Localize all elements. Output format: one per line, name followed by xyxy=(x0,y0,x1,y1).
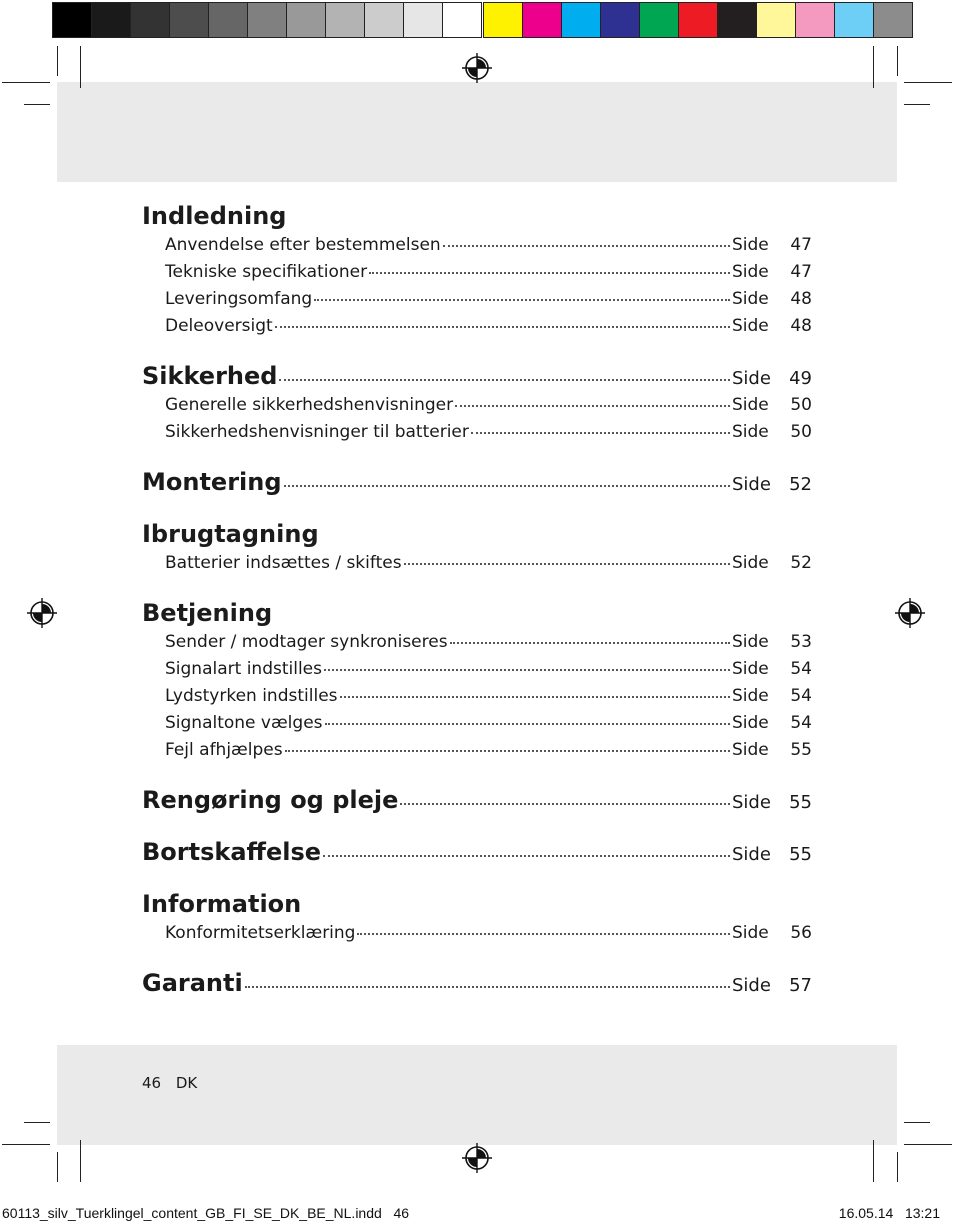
entry-label: Tekniske specifikationer xyxy=(165,262,368,282)
color-swatch xyxy=(873,3,912,37)
crop-mark xyxy=(24,1122,50,1123)
page-ref: 54 xyxy=(790,659,812,679)
slug-timestamp xyxy=(839,1205,940,1221)
crop-mark xyxy=(24,104,50,105)
color-swatch xyxy=(286,3,325,37)
color-swatch xyxy=(834,3,873,37)
color-swatch xyxy=(639,3,678,37)
dot-leader xyxy=(323,854,730,857)
dot-leader xyxy=(245,985,730,988)
top-margin-band xyxy=(57,82,897,182)
grayscale-color-bar xyxy=(52,2,482,38)
page-number: 46 xyxy=(142,1074,162,1092)
page-ref: 56 xyxy=(790,923,812,943)
dot-leader xyxy=(314,298,730,301)
dot-leader xyxy=(284,484,730,487)
dot-leader xyxy=(369,271,730,274)
toc-entry xyxy=(142,392,812,419)
color-swatch xyxy=(561,3,600,37)
crop-mark xyxy=(873,1140,874,1182)
color-swatch xyxy=(795,3,834,37)
entry-label: Fejl afhjælpes xyxy=(165,740,283,760)
toc-heading-row xyxy=(142,466,812,498)
page-ref: 54 xyxy=(790,713,812,733)
color-swatch xyxy=(756,3,795,37)
entry-label: Signaltone vælges xyxy=(165,713,323,733)
color-swatch xyxy=(208,3,247,37)
page-ref: 47 xyxy=(790,235,812,255)
dot-leader xyxy=(279,378,730,381)
dot-leader xyxy=(450,641,730,644)
side-label: Side xyxy=(732,289,769,309)
section-heading: Information xyxy=(142,890,302,918)
page-ref: 57 xyxy=(789,975,812,996)
entry-label: Leveringsomfang xyxy=(165,289,313,309)
side-label: Side xyxy=(732,235,769,255)
bottom-margin-band xyxy=(57,1045,897,1145)
dot-leader xyxy=(325,722,730,725)
toc-section xyxy=(142,466,812,498)
side-label: Side xyxy=(732,792,771,813)
crop-mark xyxy=(904,82,952,83)
toc-section xyxy=(142,888,812,947)
crop-mark xyxy=(873,46,874,88)
dot-leader xyxy=(404,562,730,565)
section-heading: Montering xyxy=(142,468,282,496)
color-swatch xyxy=(484,3,522,37)
toc-entry xyxy=(142,683,812,710)
dot-leader xyxy=(357,932,730,935)
dot-leader xyxy=(275,325,730,328)
toc-entry xyxy=(142,232,812,259)
dot-leader xyxy=(471,431,730,434)
crop-mark xyxy=(57,1152,58,1182)
toc-heading-row xyxy=(142,967,812,999)
toc-section xyxy=(142,836,812,868)
page-ref: 50 xyxy=(790,422,812,442)
page-ref: 47 xyxy=(790,262,812,282)
toc-entry xyxy=(142,920,812,947)
registration-mark-icon xyxy=(27,598,57,628)
toc-entry xyxy=(142,259,812,286)
side-label: Side xyxy=(732,740,769,760)
toc-heading-row xyxy=(142,784,812,816)
entry-label: Batterier indsættes / skiftes xyxy=(165,553,402,573)
dot-leader xyxy=(324,668,730,671)
color-swatch xyxy=(678,3,717,37)
side-label: Side xyxy=(732,422,769,442)
entry-label: Signalart indstilles xyxy=(165,659,322,679)
toc-entry xyxy=(142,313,812,340)
entry-label: Deleoversigt xyxy=(165,316,273,336)
side-label: Side xyxy=(732,316,769,336)
side-label: Side xyxy=(732,975,771,996)
page-ref: 48 xyxy=(790,289,812,309)
color-swatch xyxy=(130,3,169,37)
crop-mark xyxy=(897,46,898,76)
page-footer xyxy=(142,1074,197,1092)
slug-date: 16.05.14 xyxy=(838,1205,894,1221)
crop-mark xyxy=(80,46,81,88)
toc-section xyxy=(142,518,812,577)
entry-label: Anvendelse efter bestemmelsen xyxy=(165,235,441,255)
crop-mark xyxy=(897,1152,898,1182)
color-swatch xyxy=(403,3,442,37)
side-label: Side xyxy=(732,395,769,415)
dot-leader xyxy=(340,695,730,698)
dot-leader xyxy=(443,244,730,247)
section-heading: Betjening xyxy=(142,599,273,627)
toc-section xyxy=(142,200,812,340)
section-heading: Rengøring og pleje xyxy=(142,786,399,814)
registration-mark-icon xyxy=(462,1143,492,1173)
color-swatch xyxy=(169,3,208,37)
side-label: Side xyxy=(732,553,769,573)
dot-leader xyxy=(400,802,730,805)
side-label: Side xyxy=(732,632,769,652)
toc-section xyxy=(142,967,812,999)
toc-section xyxy=(142,597,812,764)
side-label: Side xyxy=(732,474,771,495)
color-swatch xyxy=(522,3,561,37)
crop-mark xyxy=(904,1122,930,1123)
dot-leader xyxy=(285,749,730,752)
color-swatch xyxy=(247,3,286,37)
side-label: Side xyxy=(732,686,769,706)
section-heading: Bortskaffelse xyxy=(142,838,322,866)
page-ref: 53 xyxy=(790,632,812,652)
section-heading: Sikkerhed xyxy=(142,362,278,390)
side-label: Side xyxy=(732,659,769,679)
crop-mark xyxy=(2,1144,50,1145)
toc-entry xyxy=(142,286,812,313)
page-ref: 48 xyxy=(790,316,812,336)
side-label: Side xyxy=(732,923,769,943)
side-label: Side xyxy=(732,844,771,865)
language-code: DK xyxy=(175,1074,198,1092)
crop-mark xyxy=(57,46,58,76)
color-swatch xyxy=(53,3,91,37)
toc-heading-row xyxy=(142,360,812,392)
crop-mark xyxy=(904,104,930,105)
slug-filename: 60113_silv_Tuerklingel_content_GB_FI_SE_DK_BE_NL.indd 46 xyxy=(2,1205,410,1221)
page-ref: 49 xyxy=(789,368,812,389)
entry-label: Generelle sikkerhedshenvisninger xyxy=(165,395,454,415)
toc-entry xyxy=(142,737,812,764)
crop-mark xyxy=(2,82,50,83)
section-heading: Ibrugtagning xyxy=(142,520,319,548)
entry-label: Sikkerhedshenvisninger til batterier xyxy=(165,422,469,442)
page-ref: 50 xyxy=(790,395,812,415)
entry-label: Konformitetserklæring xyxy=(165,923,356,943)
entry-label: Sender / modtager synkroniseres xyxy=(165,632,448,652)
side-label: Side xyxy=(732,368,771,389)
toc-section xyxy=(142,360,812,446)
side-label: Side xyxy=(732,713,769,733)
slug-page: 46 xyxy=(393,1205,410,1221)
page-ref: 55 xyxy=(789,844,812,865)
page-ref: 52 xyxy=(790,553,812,573)
page-ref: 55 xyxy=(790,740,812,760)
crop-mark xyxy=(80,1140,81,1182)
dot-leader xyxy=(455,404,730,407)
toc-entry xyxy=(142,656,812,683)
color-swatch xyxy=(364,3,403,37)
section-heading: Garanti xyxy=(142,969,243,997)
crop-mark xyxy=(904,1144,952,1145)
color-swatch xyxy=(325,3,364,37)
page-ref: 55 xyxy=(789,792,812,813)
side-label: Side xyxy=(732,262,769,282)
toc-entry xyxy=(142,419,812,446)
registration-mark-icon xyxy=(462,53,492,83)
page-ref: 54 xyxy=(790,686,812,706)
table-of-contents xyxy=(142,200,812,1019)
registration-mark-icon xyxy=(895,598,925,628)
color-swatch xyxy=(91,3,130,37)
section-heading: Indledning xyxy=(142,202,287,230)
toc-heading-row xyxy=(142,836,812,868)
toc-section xyxy=(142,784,812,816)
entry-label: Lydstyrken indstilles xyxy=(165,686,338,706)
slug-time: 13:21 xyxy=(904,1205,940,1221)
color-swatch xyxy=(717,3,756,37)
color-swatch xyxy=(442,3,481,37)
toc-entry xyxy=(142,550,812,577)
process-color-bar xyxy=(483,2,913,38)
page-ref: 52 xyxy=(789,474,812,495)
toc-entry xyxy=(142,710,812,737)
toc-entry xyxy=(142,629,812,656)
color-swatch xyxy=(600,3,639,37)
